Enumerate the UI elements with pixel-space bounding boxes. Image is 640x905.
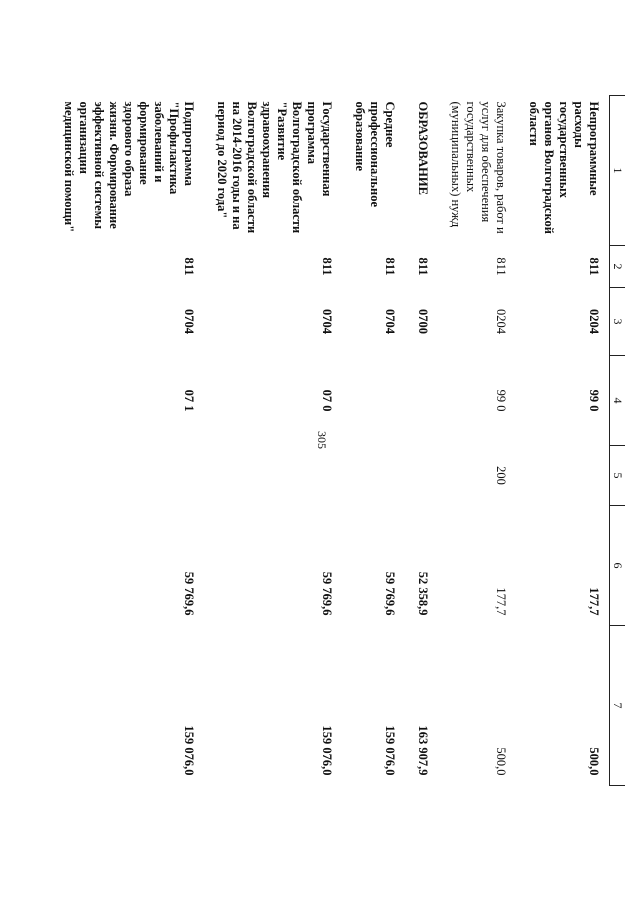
col-header-7: 7 bbox=[610, 626, 626, 786]
row-section-code: 0700 bbox=[416, 309, 430, 334]
row-ministry-code: 811 bbox=[416, 257, 430, 276]
table-row bbox=[438, 96, 516, 786]
table-row bbox=[405, 96, 438, 786]
row-amount-1: 177,7 bbox=[494, 587, 508, 616]
row-section-code: 0204 bbox=[587, 309, 601, 334]
header-row bbox=[610, 96, 626, 786]
row-ministry-code: 811 bbox=[182, 257, 196, 276]
row-amount-2: 159 076,0 bbox=[383, 725, 397, 776]
budget-table bbox=[51, 95, 625, 786]
row-section-code: 0704 bbox=[182, 309, 196, 334]
col-header-6: 6 bbox=[610, 506, 626, 626]
row-expense-type bbox=[342, 446, 405, 506]
table-row bbox=[516, 96, 610, 786]
row-expense-type bbox=[204, 446, 342, 506]
row-target-code bbox=[342, 356, 405, 446]
row-amount-2: 159 076,0 bbox=[320, 725, 334, 776]
row-section-code: 0204 bbox=[494, 309, 508, 334]
row-amount-2: 500,0 bbox=[587, 747, 601, 776]
row-target-code: 99 0 bbox=[494, 389, 508, 412]
col-header-2: 2 bbox=[610, 246, 626, 288]
col-header-5: 5 bbox=[610, 446, 626, 506]
table-row bbox=[342, 96, 405, 786]
row-amount-2: 163 907,9 bbox=[416, 725, 430, 776]
row-target-code: 99 0 bbox=[587, 389, 601, 412]
row-amount-1: 59 769,6 bbox=[320, 571, 334, 616]
row-ministry-code: 811 bbox=[494, 257, 508, 276]
row-amount-1: 59 769,6 bbox=[182, 571, 196, 616]
table-row bbox=[204, 96, 342, 786]
row-ministry-code: 811 bbox=[383, 257, 397, 276]
row-section-code: 0704 bbox=[320, 309, 334, 334]
row-amount-2: 500,0 bbox=[494, 747, 508, 776]
row-target-code: 07 0 bbox=[320, 389, 334, 412]
row-name: Среднее профессиональное образование bbox=[353, 101, 397, 207]
row-expense-type bbox=[516, 446, 610, 506]
row-amount-1: 177,7 bbox=[587, 587, 601, 616]
row-name: Закупка товаров, работ и услуг для обеспечения государственных (муниципальных) нужд bbox=[449, 101, 508, 234]
col-header-1: 1 bbox=[610, 96, 626, 246]
row-amount-1: 52 358,9 bbox=[416, 571, 430, 616]
row-expense-type bbox=[405, 446, 438, 506]
row-name: ОБРАЗОВАНИЕ bbox=[416, 101, 430, 195]
rotated-table-sheet bbox=[62, 95, 625, 875]
row-name: Подпрограмма "Профилактика заболеваний и формирование здорового образа жизни. Формирование эффективной системы организации медицинской помощи" bbox=[62, 101, 196, 233]
row-amount-2: 159 076,0 bbox=[182, 725, 196, 776]
row-expense-type bbox=[51, 446, 204, 506]
col-header-4: 4 bbox=[610, 356, 626, 446]
row-expense-type: 200 bbox=[494, 466, 508, 485]
row-ministry-code: 811 bbox=[320, 257, 334, 276]
row-name: Государственная программа Волгоградской области "Развитие здравоохранения Волгоградской области на 2014-2016 годы и на период до 2020 года" bbox=[215, 101, 334, 234]
row-ministry-code: 811 bbox=[587, 257, 601, 276]
page-number: 305 bbox=[315, 431, 329, 449]
row-section-code: 0704 bbox=[383, 309, 397, 334]
col-header-3: 3 bbox=[610, 288, 626, 356]
row-amount-1: 59 769,6 bbox=[383, 571, 397, 616]
row-target-code: 07 1 bbox=[182, 389, 196, 412]
table-row bbox=[51, 96, 204, 786]
row-target-code bbox=[405, 356, 438, 446]
row-name: Непрограммные расходы государственных органов Волгоградской области bbox=[527, 101, 601, 234]
